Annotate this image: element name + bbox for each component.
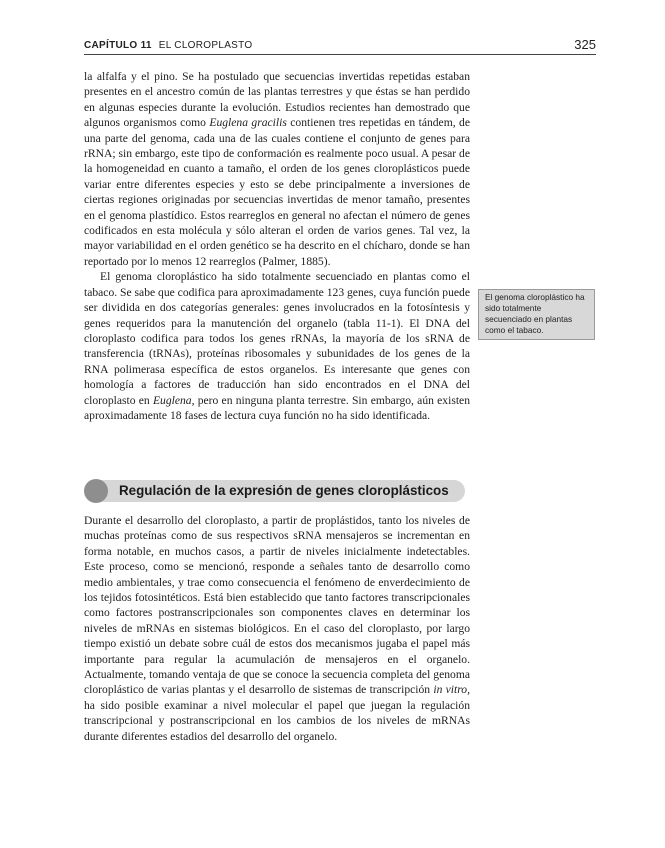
genus-name: Euglena, xyxy=(152,393,195,407)
margin-note-text: El genoma cloroplástico ha sido totalmente secuenciado en plantas como el tabaco. xyxy=(485,292,585,335)
paragraph-text: contienen tres repetidas en tándem, de una parte del genoma, cada una de las cuales contiene el conjunto de genes para rRNA; sin embargo, este tipo de conformación es realmente poco usual. A pesar de la homogeneidad en cuanto a tamaño, el orden de los genes cloroplásticos puede variar entre diferentes especies y esto se debe principalmente a inversiones de ciertas regiones originadas por secuencias invertidas de menor tamaño, presentes en el genoma plastídico. Estos rearreglos en general no afectan el número de genes codificados en esta molécula y sólo alteran el orden de varios genes. Tal vez, la mayor variabilidad en el orden genético se ha descrito en el chícharo, donde se han reportado por lo menos 12 rearreglos (Palmer, 1885). xyxy=(84,116,470,268)
latin-term: in vitro, xyxy=(433,683,470,697)
text-block-upper xyxy=(84,69,470,423)
paragraph-text: la alfalfa y el pino. Se ha postulado que secuencias invertidas repetidas estaban presentes en el ancestro común de las plantas terrestres y que éstas se han perdido en algunas especies durante la evolución. Estudios recientes han demostrado que algunos organismos como xyxy=(84,70,470,130)
paragraph-chloroplast-genome xyxy=(84,269,470,423)
paragraph-continuation xyxy=(84,69,470,269)
paragraph-text: pero en ninguna planta terrestre. Sin embargo, aún existen aproximadamente 18 fases de lectura cuya función no ha sido identificada. xyxy=(84,393,470,422)
page-number: 325 xyxy=(574,37,596,52)
paragraph-text: El genoma cloroplástico ha sido totalmente secuenciado en plantas como el tabaco. Se sabe que codifica para aproximadamente 123 genes, cuya función puede ser dividida en dos categorías generales: genes involucrados en la fotosíntesis y genes requeridos para la manutención del organelo (tabla 11-1). El DNA del cloroplasto codifica para todos los genes rRNAs, la mayoría de los sRNA de transferencia (tRNAs), proteínas ribosomales y subunidades de los genes de la RNA polimerasa específica de estos organelos. Es interesante que genes con homología a factores de traducción han sido encontrados en el DNA del cloroplasto en xyxy=(84,270,470,407)
running-header xyxy=(84,36,596,55)
margin-note xyxy=(478,289,595,340)
paragraph-text: ha sido posible examinar a nivel molecular el papel que juegan la regulación transcripcional y postranscripcional en los cambios de los niveles de mRNAs durante diferentes estadios del desarrollo del organelo. xyxy=(84,698,470,743)
chapter-header xyxy=(84,40,252,51)
heading-bullet-icon xyxy=(84,479,108,503)
paragraph-regulation xyxy=(84,513,470,744)
chapter-title: EL CLOROPLASTO xyxy=(158,40,253,51)
section-heading: Regulación de la expresión de genes cloroplásticos xyxy=(119,483,449,498)
text-block-lower xyxy=(84,513,470,744)
section-heading-bar xyxy=(84,479,465,503)
species-name: Euglena gracilis xyxy=(209,116,287,130)
chapter-label: CAPÍTULO 11 xyxy=(84,40,152,51)
paragraph-text: Durante el desarrollo del cloroplasto, a partir de proplástidos, tanto los niveles de muchas proteínas como de sus respectivos sRNA mensajeros se incrementan en forma notable, en muchos casos, a partir de niveles inicialmente indetectables. Este proceso, como se mencionó, responde a señales tanto de desarrollo como medio ambientales, y trae como consecuencia el fenómeno de enverdecimiento de los tejidos fotosintéticos. Está bien establecido que tanto factores transcripcionales como factores postranscripcionales son componentes claves en determinar los niveles de mRNAs en sistemas biológicos. En el caso del cloroplasto, por largo tiempo existió un debate sobre cuál de estos dos mecanismos jugaba el papel más importante para regular la acumulación de mensajeros en el organelo. Actualmente, tomando ventaja de que se conoce la secuencia completa del genoma cloroplástico de varias plantas y el desarrollo de sistemas de transcripción xyxy=(84,514,470,697)
